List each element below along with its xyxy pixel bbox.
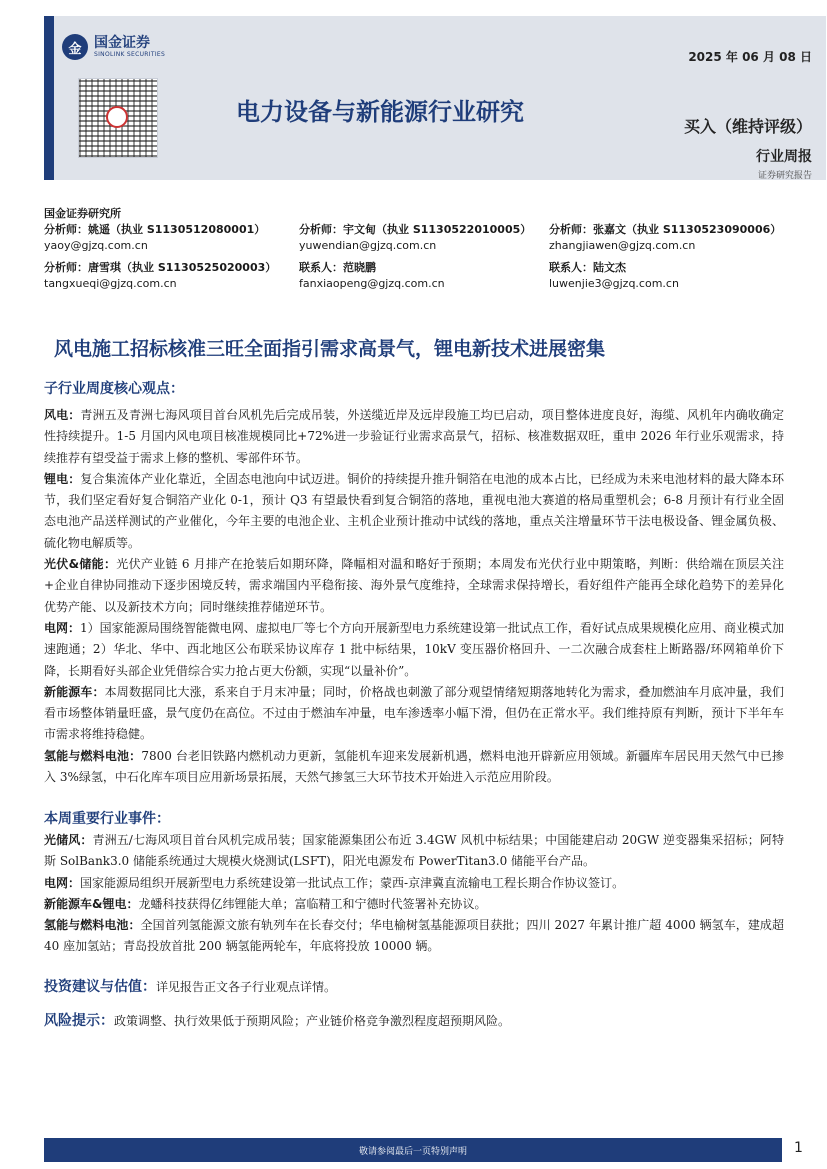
company-logo — [62, 34, 165, 60]
event-label: 电网： — [44, 875, 81, 890]
risk-warning — [44, 1010, 510, 1030]
disclaimer-note: 敬请参阅最后一页特别声明 — [358, 1147, 467, 1157]
analyst-email: yaoy@gjzq.com.cn — [44, 239, 148, 252]
logo-mark-icon: 金 — [62, 34, 88, 60]
core-views-body — [44, 405, 784, 788]
contact-email: luwenjie3@gjzq.com.cn — [549, 277, 679, 290]
event-label: 新能源车&锂电： — [44, 896, 139, 911]
report-subtype: 证券研究报告 — [757, 171, 812, 181]
analyst-entry — [299, 222, 549, 254]
report-header — [44, 16, 826, 180]
weekly-events-heading: 本周重要行业事件： — [44, 811, 170, 827]
analyst-row — [44, 260, 814, 292]
contact-entry — [549, 260, 814, 292]
contact-name: 联系人：陆文杰 — [549, 261, 626, 274]
core-point — [44, 746, 784, 789]
point-label: 新能源车： — [44, 684, 105, 699]
institution-name: 国金证券研究所 — [44, 207, 121, 220]
point-text: 本周数据同比大涨，系来自于月末冲量；同时，价格战也刺激了部分观望情绪短期落地转化为需求，叠加燃油车月底冲量，我们看市场整体销量旺盛，景气度仍在高位。不过由于燃油车冲量，电车渗透率小幅下滑，但仍在正常水平。我们维持原有判断，预计下半年车市需求将维持稳健。 — [44, 684, 784, 742]
point-label: 风电： — [44, 408, 81, 422]
point-text: 7800 台老旧铁路内燃机动力更新，氢能机车迎来发展新机遇，燃料电池开辟新应用领域。新疆库车居民用天然气中已掺入 3%绿氢，中石化库车项目应用新场景拓展，天然气掺氢三大环节技术开始进入示范应用阶段。 — [44, 748, 784, 785]
investment-heading: 投资建议与估值： — [44, 979, 156, 995]
event-text: 龙蟠科技获得亿纬锂能大单；富临精工和宁德时代签署补充协议。 — [138, 896, 487, 911]
risk-text: 政策调整、执行效果低于预期风险；产业链价格竞争激烈程度超预期风险。 — [114, 1014, 511, 1028]
core-point — [44, 554, 784, 618]
analyst-name: 分析师：宇文甸（执业 S1130522010005） — [299, 223, 532, 236]
event-item — [44, 830, 784, 873]
logo-name-en: SINOLINK SECURITIES — [94, 51, 166, 58]
analyst-entry — [44, 260, 299, 292]
page-number: 1 — [794, 1140, 803, 1156]
core-views-heading: 子行业周度核心观点： — [44, 381, 184, 397]
point-text: 光伏产业链 6 月排产在抢装后如期环降，降幅相对温和略好于预期；本周发布光伏行业中期策略，判断：供给端在顶层关注+企业自律协同推动下逐步困境反转，需求端国内平稳衔接、海外景气度维持，全球需求保持增长，看好组件产能再全球化趋势下的差异化优势产能、以及新技术方向；同时继续推荐储逆环节。 — [44, 557, 784, 614]
event-text: 国家能源局组织开展新型电力系统建设第一批试点工作；蒙西-京津冀直流输电工程长期合作协议签订。 — [80, 875, 625, 890]
analyst-entry — [549, 222, 814, 254]
page-footer — [44, 1138, 782, 1162]
qr-code-icon — [78, 78, 158, 158]
analyst-email: zhangjiawen@gjzq.com.cn — [549, 239, 696, 252]
point-label: 锂电： — [44, 471, 81, 486]
analyst-name: 分析师：唐雪琪（执业 S1130525020003） — [44, 261, 277, 274]
rating-label: 买入（维持评级） — [683, 117, 812, 136]
report-industry-title: 电力设备与新能源行业研究 — [236, 98, 524, 126]
header-accent-bar — [44, 16, 54, 180]
risk-heading: 风险提示： — [44, 1013, 114, 1029]
analyst-name: 分析师：姚遥（执业 S1130512080001） — [44, 223, 266, 236]
core-point — [44, 682, 784, 746]
logo-name-cn: 国金证券 — [94, 35, 150, 51]
core-point — [44, 618, 784, 682]
point-label: 电网： — [44, 620, 81, 635]
point-label: 氢能与燃料电池： — [44, 748, 142, 763]
report-type: 行业周报 — [756, 149, 812, 165]
analyst-row — [44, 222, 814, 254]
analyst-email: tangxueqi@gjzq.com.cn — [44, 277, 177, 290]
event-text: 全国首列氢能源文旅有轨列车在长春交付；华电榆树氢基能源项目获批；四川 2027 年累计推广超 4000 辆氢车，建成超 40 座加氢站；青岛投放首批 200 辆氢能两轮车，年底将投放 10000 辆。 — [44, 918, 784, 954]
event-label: 光储风： — [44, 833, 93, 847]
report-date: 2025 年 06 月 08 日 — [688, 50, 812, 64]
analyst-name: 分析师：张嘉文（执业 S1130523090006） — [549, 223, 782, 236]
point-text: 1）国家能源局围绕智能微电网、虚拟电厂等七个方向开展新型电力系统建设第一批试点工作，看好试点成果规模化应用、商业模式加速跑通；2）华北、华中、西北地区公布联采协议库存 1 批中标结果，10kV 变压器价格回升、一二次融合成套柱上断路器/环网箱单价下降，长期看好头部企业凭借综合实力抢占更大份额，实现“以量补价”。 — [44, 620, 784, 678]
point-text: 青洲五及青洲七海风项目首台风机先后完成吊装，外送缆近岸及远岸段施工均已启动，项目整体进度良好，海缆、风机年内确收确定性持续提升。1-5 月国内风电项目核准规模同比+72%进一步验证行业需求高景气，招标、核准数据双旺，重申 2026 年行业乐观需求，持续推荐有望受益于需求上修的整机、零部件环节。 — [44, 408, 784, 465]
contact-email: fanxiaopeng@gjzq.com.cn — [299, 277, 445, 290]
event-item — [44, 894, 784, 915]
event-item — [44, 915, 784, 958]
event-label: 氢能与燃料电池： — [44, 918, 141, 933]
analyst-block — [44, 206, 814, 292]
weekly-events-body — [44, 830, 784, 958]
contact-entry — [299, 260, 549, 292]
core-point — [44, 469, 784, 554]
analyst-entry — [44, 222, 299, 254]
point-text: 复合集流体产业化靠近，全固态电池向中试迈进。铜价的持续提升推升铜箔在电池的成本占比，已经成为未来电池材料的最大降本环节，我们坚定看好复合铜箔产业化 0-1，预计 Q3 有望最快看到复合铜箔的落地，重视电池大赛道的格局重塑机会；6-8 月预计有行业全固态电池产品送样测试的产业催化，今年主要的电池企业、主机企业预计推动中试线的落地，重点关注增量环节干法电极设备、锂金属负极、硫化物电解质等。 — [44, 471, 784, 550]
event-text: 青洲五/七海风项目首台风机完成吊装；国家能源集团公布近 3.4GW 风机中标结果；中国能建启动 20GW 逆变器集采招标；阿特斯 SolBank3.0 储能系统通过大规模火烧测试(LSFT)，阳光电源发布 PowerTitan3.0 储能平台产品。 — [44, 833, 784, 869]
point-label: 光伏&储能： — [44, 557, 117, 572]
contact-name: 联系人：范晓鹏 — [299, 261, 376, 274]
core-point — [44, 405, 784, 469]
analyst-email: yuwendian@gjzq.com.cn — [299, 239, 437, 252]
investment-text: 详见报告正文各子行业观点详情。 — [156, 980, 337, 994]
investment-advice — [44, 976, 336, 996]
report-headline: 风电施工招标核准三旺全面指引需求高景气，锂电新技术进展密集 — [54, 338, 606, 360]
event-item — [44, 873, 784, 894]
